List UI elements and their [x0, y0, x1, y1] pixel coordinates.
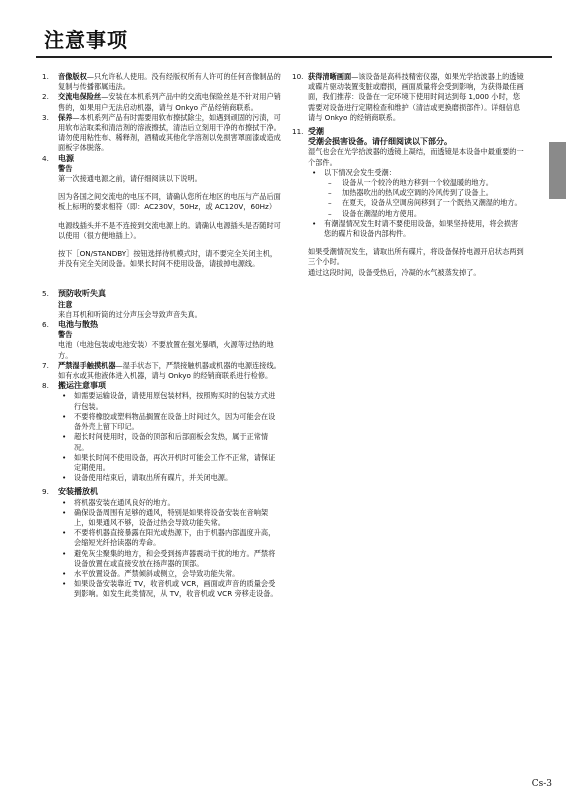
item-heading: 获得清晰画面 [308, 72, 352, 81]
item-text: —安装在本机系列产品中的交流电保险丝是不针对用户销售的，如果用户无法启动机器，请与 Onkyo 产品经销商联系。 [58, 92, 281, 112]
left-column [42, 72, 282, 600]
item-number: 2. [42, 92, 49, 102]
bullet-list [58, 391, 282, 483]
page-number: Cs-3 [531, 779, 552, 789]
item-number: 3. [42, 112, 49, 122]
item-transport [42, 381, 282, 483]
title-rule [36, 56, 552, 58]
warning-label: 受潮会损害设备。请仔细阅读以下部分。 [308, 137, 452, 147]
dash-item: – 设备在潮湿的地方使用。 [324, 209, 524, 219]
item-battery [42, 320, 282, 361]
item-number: 6. [42, 320, 49, 330]
list-item [308, 168, 524, 219]
item-text: —湿手状态下，严禁接触机器或机器的电源连接线。如有水或其他液体进入机器，请与 Onkyo 的经销商联系进行检修。 [58, 360, 281, 381]
list-item: • 如果设备安装靠近 TV，收音机或 VCR，画面或声音的质量会受到影响。如发生此类情况，从 TV，收音机或 VCR 旁移走设备。 [58, 579, 282, 599]
list-item: • 超长时间使用时，设备的顶部和后部面板会发热，属于正常情况。 [58, 432, 282, 452]
item-heading: 安装播放机 [58, 487, 98, 497]
item-heading: 受潮 [308, 127, 324, 137]
paragraph: 第一次接通电源之前，请仔细阅读以下说明。 [58, 174, 202, 184]
item-number: 5. [42, 289, 49, 299]
item-text: —该设备是高科技精密仪器，如果光学拾波器上的透镜或碟片驱动装置变脏或磨损，画面质量将会受到影响，为获得最佳画面，我们推荐：设备在一定环境下使用时间达到每 1,000 小时，您需要对设备进行定期检查和维护（清洁或更换磨损部件）。详细信息请与 Onkyo 的经销商联系。 [308, 72, 524, 122]
caution-label: 注意 [58, 299, 73, 309]
paragraph: 如果受潮情况发生，请取出所有碟片，将设备保持电源开启状态两到三个小时。 [308, 247, 524, 267]
item-number: 10. [292, 72, 304, 81]
item-heading: 电池与散热 [58, 320, 98, 330]
item-wet-hands [42, 361, 282, 381]
item-heading: 严禁湿手触摸机器 [58, 360, 116, 370]
item-care [42, 113, 282, 154]
item-heading: 电源 [58, 153, 74, 163]
paragraph: 通过这段时间，设备受热后，冷凝的水气被蒸发掉了。 [308, 267, 481, 277]
item-heading: 预防收听失真 [58, 289, 106, 299]
item-heading: 音像版权 [58, 72, 87, 81]
list-item: • 不要将机器直接暴露在阳光或热源下，由于机器内部温度升高，会缩短光纤拾读器的寿命。 [58, 528, 282, 548]
item-power [42, 154, 282, 270]
list-item: • 水平放置设备。严禁倾斜或侧立，会导致功能失常。 [58, 569, 282, 579]
item-number: 4. [42, 153, 49, 163]
list-item: • 避免灰尘聚集的地方，和会受到扬声器震动干扰的地方。严禁将设备放置在或直接安放在扬声器的顶部。 [58, 549, 282, 569]
warning-label: 警告 [58, 163, 73, 173]
item-number: 8. [42, 381, 49, 391]
item-clear-picture [292, 72, 524, 123]
list-item: • 确保设备周围有足够的通风，特别是如果将设备安装在音响架上，如果通风不够，设备过热会导致功能失常。 [58, 508, 282, 528]
dash-item: – 在夏天，设备从空调房间移到了一个既热又潮湿的地方。 [324, 198, 524, 208]
item-number: 11. [292, 127, 304, 137]
warning-label: 警告 [58, 330, 73, 340]
dash-item: – 加热器吹出的热风或空调的冷风传到了设备上。 [324, 188, 524, 198]
list-item: • 有潮湿情况发生时请不要使用设备，如果坚持使用，将会损害您的碟片和设备内部构件。 [308, 219, 524, 239]
paragraph: 因为各国之间交流电的电压不同，请确认您所在地区的电压与产品后面板上标明的要求相符（即：AC230V，50Hz，或 AC120V，60Hz） [58, 192, 281, 212]
list-item: • 如果长时间不使用设备，再次开机时可能会工作不正常，请保证定期使用。 [58, 453, 282, 473]
item-number: 1. [42, 72, 49, 81]
list-item: • 设备使用结束后，请取出所有碟片，并关闭电源。 [58, 473, 282, 483]
paragraph: 电池（电池包装或电池安装）不要放置在强光暴晒，火源等过热的地方。 [58, 340, 274, 360]
item-heading: 交流电保险丝 [58, 92, 102, 102]
item-number: 7. [42, 360, 49, 370]
item-install [42, 487, 282, 599]
list-item: • 如需要运输设备，请使用原包装材料，按照购买时的包装方式进行包装。 [58, 391, 282, 411]
item-copyright [42, 72, 282, 92]
dash-list [324, 178, 524, 219]
right-column [292, 72, 524, 278]
list-item: • 将机器安装在通风良好的地方。 [58, 498, 282, 508]
list-item: • 不要将橡胶或塑料物品搁置在设备上时间过久，因为可能会在设备外壳上留下印记。 [58, 412, 282, 432]
paragraph: 按下［ON/STANDBY］按钮选择待机模式时，请不要完全关闭主机，并没有完全关闭设备。如果长时间不使用设备，请拔掉电源线。 [58, 249, 278, 269]
item-moisture [292, 127, 524, 278]
bullet-list [308, 168, 524, 239]
item-hearing [42, 289, 282, 320]
item-text: —本机系列产品有时需要用软布擦拭除尘，如遇到顽固的污渍，可用软布沾取柔和清洁剂的溶液擦拭，清洁后立刻用干净的布擦拭干净。请勿使用粘性布、稀释剂，酒精或其他化学溶剂以免损害罩面漆或造成面板字体脱落。 [58, 112, 281, 153]
paragraph: 电源线插头并不是不连接到交流电源上的。请确认电源插头是否随时可以使用（很方便地插上）。 [58, 220, 281, 240]
item-heading: 保养 [58, 112, 73, 122]
paragraph: 湿气也会在光学拾波器的透镜上凝结，而透镜是本设备中最重要的一个部件。 [308, 147, 524, 167]
section-tab-marker [549, 142, 566, 199]
item-heading: 搬运注意事项 [58, 381, 106, 391]
item-number: 9. [42, 487, 49, 497]
bullet-list [58, 498, 282, 600]
page-title: 注意事项 [44, 28, 128, 52]
item-ac-fuse [42, 92, 282, 112]
item-text: —只允许私人使用。没有经版权所有人许可的任何音像制品的复制与传播都属违法。 [58, 72, 281, 92]
paragraph: 来自耳机和听筒的过分声压会导致声音失真。 [58, 309, 202, 319]
dash-item: – 设备从一个较冷的地方移到一个较温暖的地方。 [324, 178, 524, 188]
list-item-text: 以下情况会发生受潮： [324, 167, 396, 177]
